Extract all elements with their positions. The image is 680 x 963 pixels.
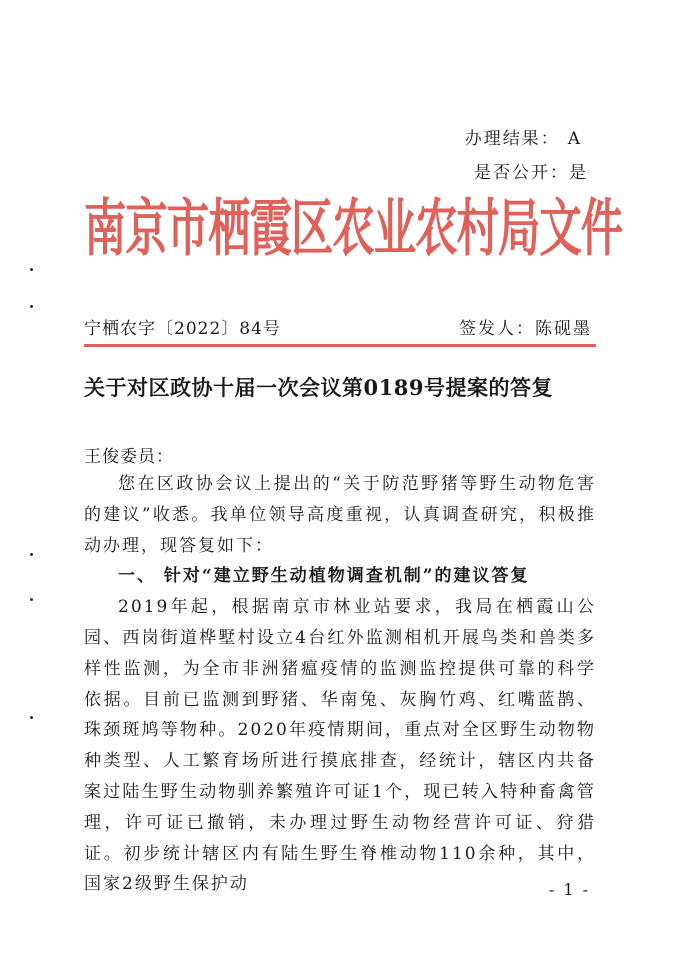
red-divider	[84, 344, 596, 347]
body-paragraph: 2019年起，根据南京市林业站要求，我局在栖霞山公园、西岗街道桦墅村设立4台红外监测相机开展鸟类和兽类多样性监测，为全市非洲猪瘟疫情的监测监控提供可靠的科学依据。目前已监测到野猪、华南兔、灰胸竹鸡、红嘴蓝鹊、珠颈斑鸠等物种。2020年疫情期间，重点对全区野生动物物种类型、人工繁育场所进行摸底排查，经统计，辖区内共备案过陆生野生动物驯养繁殖许可证1个，现已转入特种畜禽管理，许可证已撤销，未办理过野生动物经营许可证、狩猎证。初步统计辖区内有陆生野生脊椎动物110余种，其中，国家2级野生保护动	[84, 597, 596, 895]
salutation: 王俊委员：	[84, 447, 174, 467]
issuer-name: 陈砚墨	[535, 319, 592, 339]
margin-mark	[30, 305, 33, 308]
issue-number: 宁栖农字〔2022〕84号	[84, 319, 281, 339]
public-status-value: 是	[569, 163, 588, 183]
subject-heading: 关于对区政协十届一次会议第0189号提案的答复	[84, 375, 553, 400]
page-number: - 1 -	[548, 880, 590, 899]
public-status-label: 是否公开：	[474, 163, 569, 183]
section-heading: 一、 针对“建立野生动植物调查机制”的建议答复	[118, 566, 530, 587]
margin-mark	[30, 598, 33, 601]
handling-result	[465, 124, 582, 149]
issuer-label: 签发人：	[459, 319, 535, 339]
margin-mark	[30, 553, 33, 556]
body-paragraph: 您在区政协会议上提出的“关于防范野猪等野生动物危害的建议”收悉。我单位领导高度重视，认真调查研究，积极推动办理，现答复如下：	[84, 474, 596, 556]
handling-result-label: 办理结果：	[464, 129, 560, 149]
document-title: 南京市栖霞区农业农村局文件	[84, 191, 623, 265]
issuer	[459, 314, 592, 339]
handling-result-value: A	[567, 129, 582, 149]
body-text	[84, 469, 596, 900]
margin-mark	[30, 716, 33, 719]
margin-mark	[30, 268, 33, 271]
